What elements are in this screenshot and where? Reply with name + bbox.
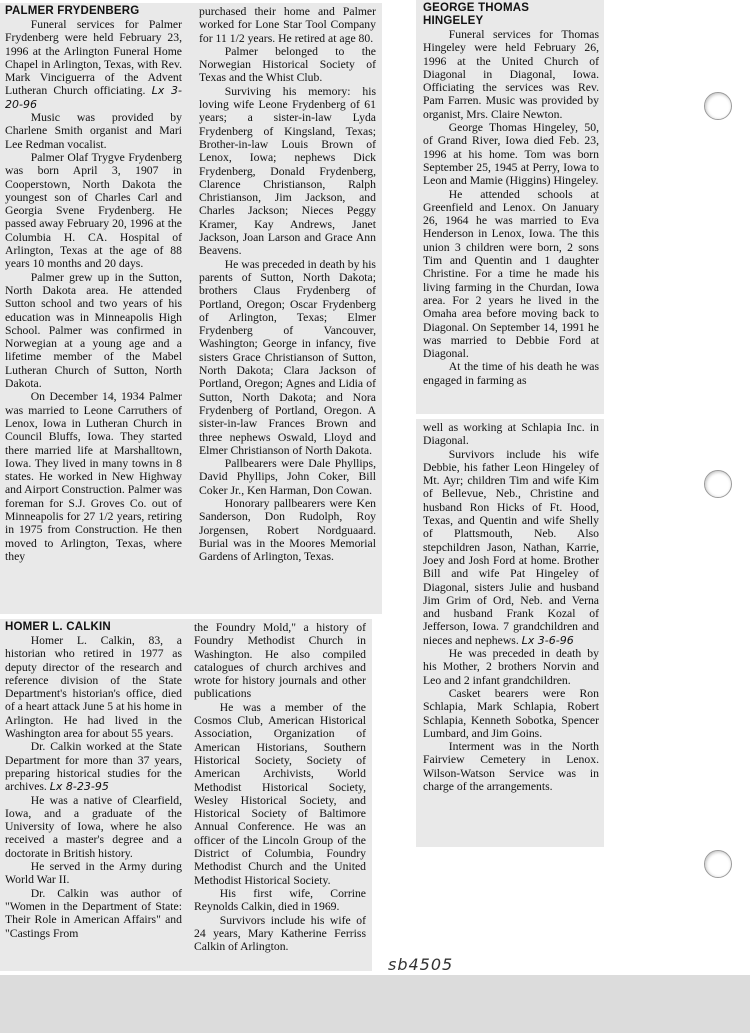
- frydenberg-paragraph: Palmer grew up in the Sutton, North Dakota area. He attended Sutton school and two years of his education was in Minneapolis High School. Palmer was confirmed in Norwegian at a young age and a lifetime member of the Mabel Lutheran Church of Sutton, North Dakota.: [5, 270, 182, 391]
- calkin-paragraph: He was a native of Clearfield, Iowa, and a graduate of the University of Iowa, where he also received a master's degree and a doctorate in British history.: [5, 793, 182, 860]
- calkin-paragraph: Homer L. Calkin, 83, a historian who retired in 1977 as deputy director of the research and reference division of the State Department's historian's office, died of a heart attack June 5 at his home in Arlington. He had lived in the Washington area for about 55 years.: [5, 634, 182, 741]
- binder-hole-bottom: [704, 850, 732, 878]
- calkin-paragraph: He served in the Army during World War II.: [5, 860, 182, 887]
- hingeley-clipping-part-1: [416, 0, 604, 414]
- hingeley-paragraph: He attended schools at Greenfield and Lenox. On January 26, 1964 he was married to Eva Henderson in Lenox, Iowa. The this union 3 children were born, 2 sons Tim and Quentin and 1 daughter Christine. For a time he made his living farming in the Churdan, Iowa area. For 2 years he lived in the Omaha area before moving back to Diagonal. On September 14, 1991 he was married to Debbie Ford at Diagonal.: [423, 187, 599, 361]
- hingeley-paragraph: Funeral services for Thomas Hingeley were held February 26, 1996 at the United Church of Diagonal in Diagonal, Iowa. Officiating the services was Rev. Pam Farren. Music was provided by organist, Mrs. Claire Newton.: [423, 28, 599, 121]
- calkin-column-2: [194, 621, 366, 953]
- calkin-paragraph: the Foundry Mold," a history of Foundry Methodist Church in Washington. He also compiled catalogues of church archives and wrote for history journals and other publications: [194, 621, 366, 701]
- calkin-paragraph: Dr. Calkin was author of "Women in the Department of State: Their Role in American Affairs" and "Castings From: [5, 886, 182, 940]
- calkin-heading: HOMER L. CALKIN: [5, 621, 111, 633]
- frydenberg-column-2: [199, 5, 376, 563]
- handwritten-date: Lx 3-6-96: [521, 633, 574, 647]
- binder-hole-middle: [704, 470, 732, 498]
- hingeley-paragraph: Interment was in the North Fairview Cemetery in Lenox. Wilson-Watson Service was in charge of the arrangements.: [423, 740, 599, 794]
- hingeley-column-2: [423, 421, 599, 793]
- hingeley-clipping-part-2: [416, 419, 604, 847]
- frydenberg-paragraph: On December 14, 1934 Palmer was married to Leone Carruthers of Lenox, Iowa in Lutheran Church in Council Bluffs, Iowa. They started there married life at Marshalltown, Iowa. They lived in many towns in 8 states. He worked in New Highway and Airport Construction. Palmer was foreman for S.J. Groves Co. out of Minneapolis for 27 1/2 years, retiring in 1975 from Construction. He then moved to Arlington, Texas, where they: [5, 390, 182, 563]
- frydenberg-heading: PALMER FRYDENBERG: [5, 5, 140, 17]
- hingeley-paragraph: He was preceded in death by his Mother, 2 brothers Norvin and Leo and 2 infant grandchildren.: [423, 647, 599, 687]
- frydenberg-paragraph: Honorary pallbearers were Ken Sanderson, Don Rudolph, Roy Jorgensen, Robert Nordguaard. Burial was in the Moores Memorial Gardens of Arlington, Texas.: [199, 496, 376, 564]
- frydenberg-paragraph: He was preceded in death by his parents of Sutton, North Dakota; brothers Claus Frydenberg of Portland, Oregon; Oscar Frydenberg of Arlington, Texas; Elmer Frydenberg of Vancouver, Washington; George in infancy, five sisters Grace Christianson of Sutton, North Dakota; Clara Jackson of Portland, Oregon; Agnes and Lidia of Sutton, North Dakota; and Nora Frydenberg of Portland, Oregon. A sister-in-law Frances Brown and three nephews Oswald, Lloyd and Elmer Christianson of North Dakota.: [199, 257, 376, 457]
- frydenberg-paragraph: Pallbearers were Dale Phyllips, David Phyllips, John Coker, Bill Coker Jr., Ken Harman, Don Cowan.: [199, 457, 376, 497]
- handwritten-date: Lx 3-20-96: [5, 84, 183, 111]
- frydenberg-clipping: [0, 3, 382, 614]
- frydenberg-paragraph: Surviving his memory: his loving wife Leone Frydenberg of 61 years; a sister-in-law Lyda Frydenberg of Kingsland, Texas; Brother-in-law Louis Brown of Lenox, Iowa; nephews Dick Frydenberg, Donald Frydenberg, Clarence Christianson, Ralph Christianson, Jim Jackson, and Charles Jackson; Nieces Peggy Kramer, Kay Andrews, Janet Jackson, Joan Larson and Grace Ann Beavens.: [199, 84, 376, 258]
- calkin-paragraph: Dr. Calkin worked at the State Department for more than 37 years, preparing historical studies for the archives. Lx 8-23-95: [5, 740, 182, 794]
- handwritten-date: Lx 8-23-95: [49, 780, 109, 794]
- frydenberg-paragraph: Funeral services for Palmer Frydenberg were held February 23, 1996 at the Arlington Funeral Home Chapel in Arlington, Texas, with Rev. Mark Vinciguerra of the Advent Lutheran Church officiating. Lx 3-20-96: [5, 18, 183, 111]
- hingeley-heading: GEORGE THOMAS HINGELEY: [423, 2, 530, 27]
- calkin-paragraph: He was a member of the Cosmos Club, American Historical Association, Organization of American Historians, Southern Historical Society, Society of American Archivists, World Methodist Historical Society, Wesley Historical Society, and Historical Society of Baltimore Annual Conference. He was an officer of the Lincoln Group of the District of Columbia, Foundry Methodist Church and the United Methodist Historical Society.: [194, 700, 366, 887]
- hingeley-paragraph: George Thomas Hingeley, 50, of Grand River, Iowa died Feb. 23, 1996 at his home. Tom was born September 25, 1945 at Perry, Iowa to Leon and Mamie (Higgins) Hingeley.: [423, 121, 599, 188]
- hingeley-column-1: [423, 2, 599, 387]
- hingeley-paragraph: Casket bearers were Ron Schlapia, Mark Schlapia, Robert Schlapia, Kenneth Sobotka, Spencer Lumbard, and Jim Goins.: [423, 686, 599, 740]
- calkin-column-1: [5, 621, 182, 940]
- frydenberg-paragraph: Palmer Olaf Trygve Frydenberg was born April 3, 1907 in Cooperstown, North Dakota the youngest son of Charles Carl and Georgia Svene Frydenberg. He passed away February 20, 1996 at the Columbia H. CA. Hospital of Arlington, Texas at the age of 88 years 10 months and 20 days.: [5, 150, 182, 271]
- frydenberg-paragraph: purchased their home and Palmer worked for Lone Star Tool Company for 11 1/2 years. He retired at age 80.: [199, 5, 376, 45]
- hingeley-paragraph: At the time of his death he was engaged in farming as: [423, 360, 599, 387]
- hingeley-paragraph: well as working at Schlapia Inc. in Diagonal.: [423, 421, 599, 448]
- binder-hole-top: [704, 92, 732, 120]
- frydenberg-column-1: [5, 5, 182, 563]
- calkin-paragraph: Survivors include his wife of 24 years, Mary Katherine Ferriss Calkin of Arlington.: [194, 913, 366, 954]
- handwritten-page-mark: sb4505: [388, 955, 454, 974]
- frydenberg-paragraph: Music was provided by Charlene Smith organist and Mari Lee Redman vocalist.: [5, 111, 182, 151]
- frydenberg-paragraph: Palmer belonged to the Norwegian Historical Society of Texas and the Whist Club.: [199, 44, 376, 85]
- scan-background: [0, 975, 750, 1033]
- calkin-paragraph: His first wife, Corrine Reynolds Calkin, died in 1969.: [194, 886, 366, 914]
- hingeley-paragraph: Survivors include his wife Debbie, his father Leon Hingeley of Mt. Ayr; children Tim and wife Kim of Bellevue, Neb., Christine and husband Ron Hicks of Ft. Hood, Texas, and Quentin and wife Shelly of Plattsmouth, Neb. Also stepchildren Jason, Nathan, Karrie, Joey and Josh Ford at home. Brother Bill and wife Pat Hingeley of Diagonal, sisters Julie and husband Jim Grim of Ord, Neb. and Verna and husband Frank Kozal of Jefferson, Iowa. 7 grandchildren and nieces and nephews. Lx 3-6-96: [423, 447, 599, 647]
- calkin-clipping: [0, 619, 372, 971]
